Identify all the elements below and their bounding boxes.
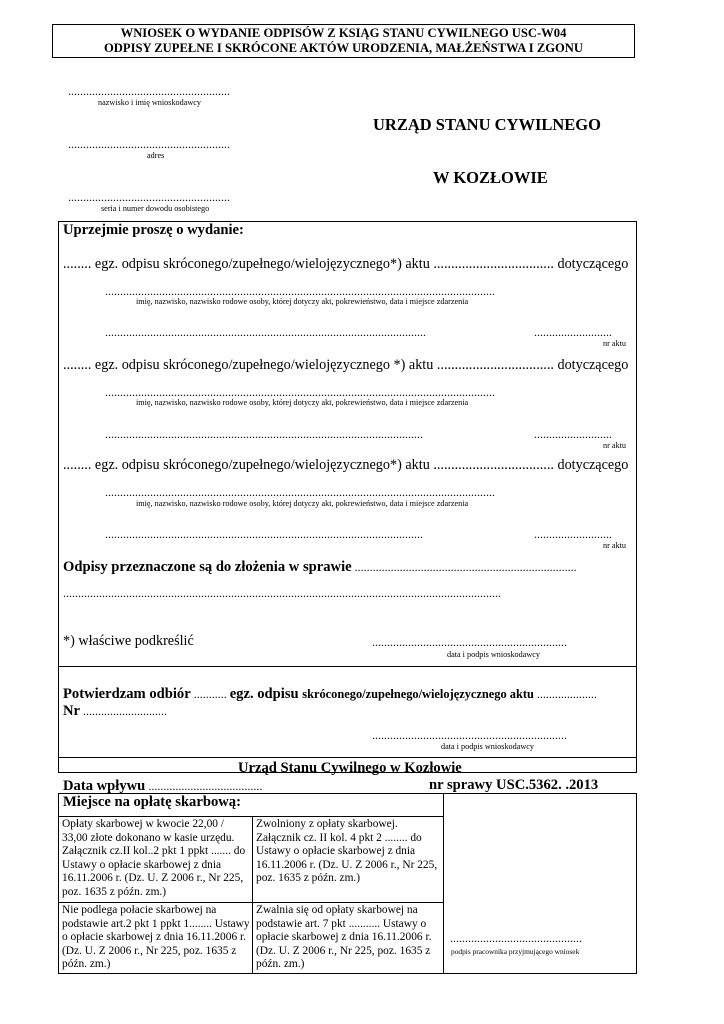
office-title: URZĄD STANU CYWILNEGO [373, 115, 601, 134]
receipt-nr-field[interactable]: ............................ [80, 704, 168, 718]
office-section-title: Urząd Stanu Cywilnego w Kozłowie [238, 760, 462, 776]
purpose-label: Odpisy przeznaczone są do złożenia w sprawie [63, 559, 352, 575]
request-item-detail-field[interactable]: ........................................................................................................... [105, 325, 426, 339]
request-item-line[interactable]: ........ egz. odpisu skróconego/zupełnego/wielojęzycznego*) aktu .................................. dotyczącego [63, 256, 629, 272]
case-number: nr sprawy USC.5362. .2013 [429, 777, 599, 793]
request-item-detail-field[interactable]: .......................................................................................................... [105, 427, 423, 441]
fee-not-applicable-cell[interactable]: Nie podlega połacie skarbowej na podstawie art.2 pkt 1 ppkt 1........ Ustawy o opłacie skarbowej z dnia 16.11.2006 r. (Dz. U. Z 2006 r., Nr 225, poz. 1635 z późn. zm.) [62, 904, 250, 971]
form-title-line2: ODPISY ZUPEŁNE I SKRÓCONE AKTÓW URODZENIA, MAŁŻEŃSTWA I ZGONU [104, 41, 583, 55]
request-item-person-caption: imię, nazwisko, nazwisko rodowe osoby, której dotyczy akt, pokrewieństwo, data i miejsce zdarzenia [136, 398, 469, 407]
receipt-nr-label: Nr [63, 703, 81, 719]
applicant-id-field[interactable]: ...................................................... [68, 190, 230, 204]
request-item-act-number-caption: nr aktu [603, 339, 626, 348]
receipt-signature-caption: data i podpis wnioskodawcy [441, 742, 535, 751]
request-item-person-field[interactable]: .................................................................................................................................. [105, 385, 495, 399]
request-item-act-number-field[interactable]: .......................... [534, 427, 612, 441]
applicant-signature-caption: data i podpis wnioskodawcy [447, 650, 541, 659]
receipt-act-field[interactable]: .................... [533, 687, 597, 701]
request-item-act-number-field[interactable]: .......................... [534, 325, 612, 339]
office-location: W KOZŁOWIE [433, 168, 548, 187]
applicant-signature-field[interactable]: ................................................................. [372, 635, 567, 649]
form-title-line1: WNIOSEK O WYDANIE ODPISÓW Z KSIĄG STANU CYWILNEGO USC-W04 [120, 26, 567, 40]
divider-receipt [59, 666, 636, 667]
request-item-act-number-caption: nr aktu [603, 541, 626, 550]
receipt-label: Potwierdzam odbiór [63, 686, 191, 702]
intake-date-field[interactable]: ...................................... [145, 779, 263, 793]
fee-exempt-cell[interactable]: Zwolniony z opłaty skarbowej. Załącznik cz. II kol. 4 pkt 2 ........ do Ustawy o opłacie skarbowej z dnia 16.11.2006 r. (Dz. U. Z 2006 r., Nr 225, poz. 1635 z późn. zm.) [256, 818, 438, 885]
fee-waived-cell[interactable]: Zwalnia się od opłaty skarbowej na podstawie art. 7 pkt ........... Ustawy o opłacie skarbowej z dnia 16.11.2006 r. (Dz. U. Z 2006 r., Nr 225, poz. 1635 z późn. zm.) [256, 904, 432, 971]
receipt-copy-type: skróconego/zupełnego/wielojęzycznego aktu [302, 687, 534, 701]
request-item-line[interactable]: ........ egz. odpisu skróconego/zupełnego/wielojęzycznego*) aktu .................................. dotyczącego [63, 457, 629, 473]
request-item-person-caption: imię, nazwisko, nazwisko rodowe osoby, której dotyczy akt, pokrewieństwo, data i miejsce zdarzenia [136, 297, 469, 306]
divider-office [59, 757, 636, 758]
applicant-address-field[interactable]: ...................................................... [68, 137, 230, 151]
request-heading: Uprzejmie proszę o wydanie: [63, 222, 244, 238]
footnote: *) właściwe podkreślić [63, 633, 194, 649]
purpose-field[interactable]: .......................................................................... [351, 560, 577, 574]
request-item-detail-field[interactable]: .......................................................................................................... [105, 527, 423, 541]
request-item-person-field[interactable]: .................................................................................................................................. [105, 485, 495, 499]
receipt-row[interactable] [63, 685, 635, 703]
applicant-name-field[interactable]: ...................................................... [68, 84, 230, 98]
fee-heading: Miejsce na opłatę skarbową: [63, 794, 241, 810]
receipt-signature-field[interactable]: ................................................................. [372, 728, 567, 742]
applicant-name-caption: nazwisko i imię wnioskodawcy [98, 98, 202, 107]
fee-paid-cell[interactable]: Opłaty skarbowej w kwocie 22,00 / 33,00 złote dokonano w kasie urzędu. Załącznik cz.II kol..2 pkt 1 ppkt ....... do Ustawy o opłacie skarbowej z dnia 16.11.2006 r. (Dz. U. Z 2006 r., Nr 225, poz. 1635 z późn. zm.) [62, 818, 246, 898]
receipt-copy-label: egz. odpisu [229, 686, 303, 702]
applicant-address-caption: adres [147, 151, 165, 160]
request-item-line[interactable]: ........ egz. odpisu skróconego/zupełnego/wielojęzycznego *) aktu ................................. dotyczącego [63, 357, 629, 373]
receipt-copies-field[interactable]: ........... [190, 687, 230, 701]
form-header [52, 24, 635, 58]
applicant-id-caption: seria i numer dowodu osobistego [101, 204, 210, 213]
request-item-person-caption: imię, nazwisko, nazwisko rodowe osoby, której dotyczy akt, pokrewieństwo, data i miejsce zdarzenia [136, 499, 469, 508]
staff-signature-caption: podpis pracownika przyjmującego wniosek [451, 947, 580, 956]
request-item-act-number-caption: nr aktu [603, 441, 626, 450]
request-item-person-field[interactable]: .................................................................................................................................. [105, 284, 495, 298]
fee-area-right [636, 793, 637, 974]
receipt-nr-row[interactable] [63, 702, 167, 720]
request-item-act-number-field[interactable]: .......................... [534, 527, 612, 541]
purpose-row[interactable] [63, 558, 631, 576]
staff-signature-field[interactable]: ............................................ [450, 931, 582, 945]
fee-area-bottom [58, 973, 637, 974]
intake-date-label: Data wpływu [63, 778, 146, 794]
purpose-field-line2[interactable]: .................................................................................................................................................. [63, 586, 501, 600]
